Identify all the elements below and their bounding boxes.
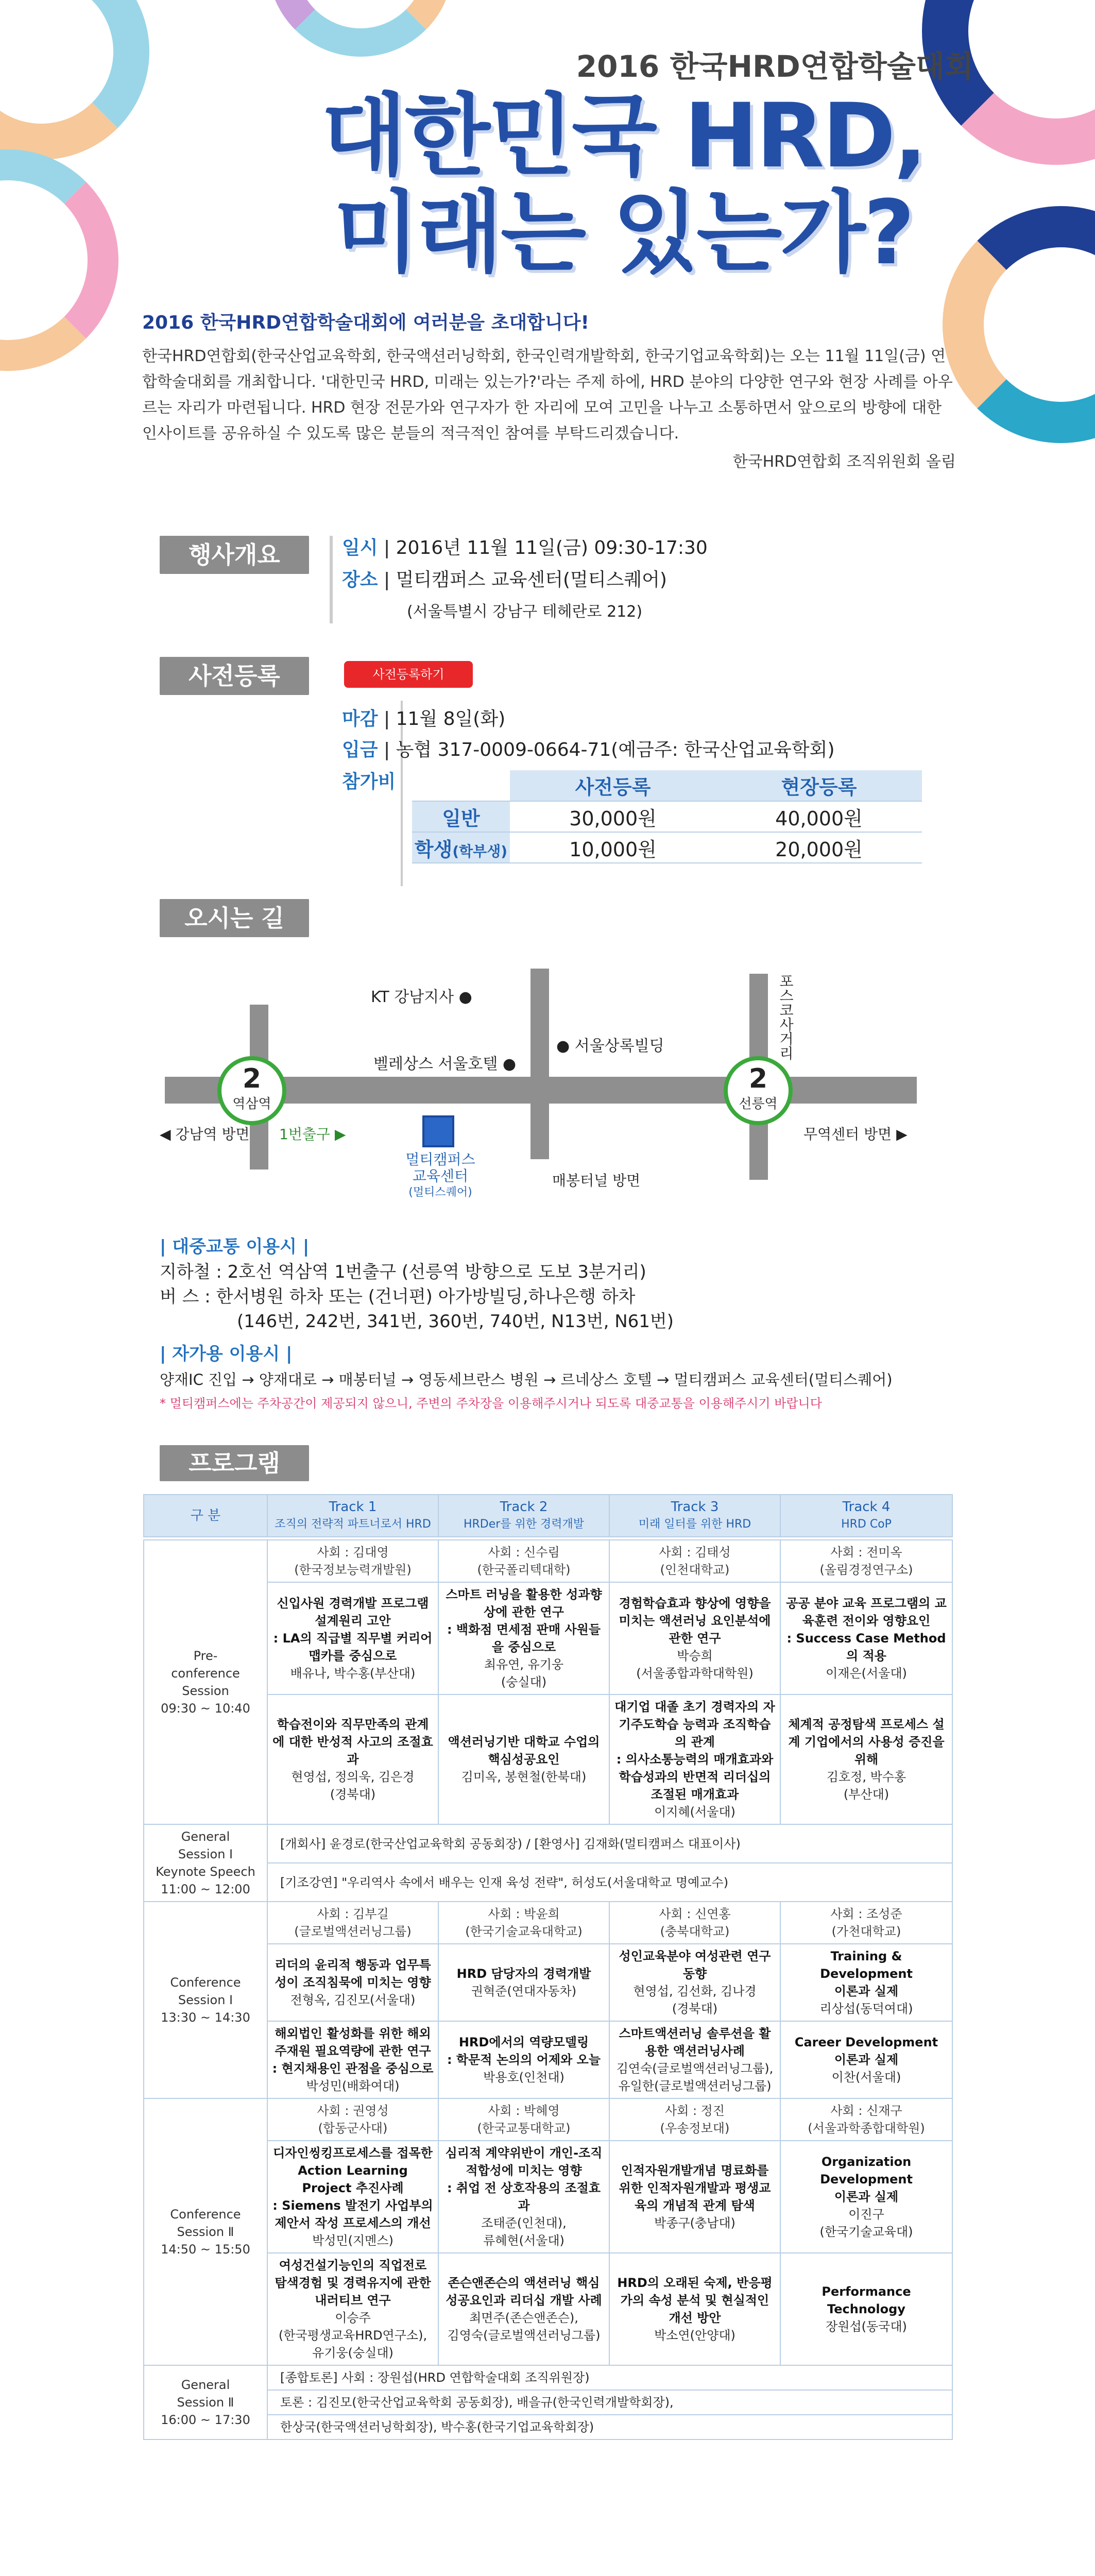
station-seolleung [724,1056,793,1125]
track-sub: 미래 일터를 위한 HRD [638,1518,751,1531]
map-label-bellesance: 벨레상스 서울호텔 ● [373,1055,517,1073]
session-label-line: Pre- [193,1649,218,1663]
talk-cell [267,2021,438,2098]
talk-title: : Siemens 발전기 사업부의 제안서 작성 프로세스의 개선 [272,2198,433,2230]
overview-divider [330,536,333,623]
main-title-line2: 미래는 있는가? [333,181,913,284]
general-session-text: 토론 : 김진모(한국산업교육학회 공동회장), 배을규(한국인력개발학회장), [267,2390,952,2415]
fee-row-label-text: 학생 [414,838,453,861]
fee-col-onsite: 현장등록 [716,770,922,801]
talk-title: 대기업 대졸 초기 경력자의 자기주도학습 능력과 조직학습의 관계 [614,1700,775,1749]
registration-header: 사전등록 [160,657,309,695]
talk-title: Career Development [794,2035,938,2049]
chair-text: 사회 : 박윤희 [488,1907,560,1921]
bus-numbers: (146번, 242번, 341번, 360번, 740번, N13번, N61번) [237,1311,674,1332]
fee-onsite-value: 40,000원 [716,801,922,832]
talk-author: 전형옥, 김진모(서울대) [290,1993,416,2007]
talk-title: 인적자원개발개념 명료화를 위한 인적자원개발과 평생교육의 개념적 관계 탐색 [619,2163,771,2213]
talk-author: 유기웅(숭실대) [312,2346,393,2360]
fee-label: 참가비 [342,771,396,792]
station-line-number: 2 [242,1063,262,1094]
chair-text: (합동군사대) [318,2121,388,2136]
event-title: 2016 한국HRD연합학술대회 [576,49,973,84]
chair-text: (우송정보대) [660,2121,730,2136]
track-sub: HRDer를 위한 경력개발 [463,1518,585,1531]
talk-title: 이론과 실제 [834,2190,899,2204]
chair-text: (한국폴리텍대학) [477,1563,571,1577]
session-label-line: 11:00 ~ 12:00 [161,1882,250,1896]
talk-title: HRD 담당자의 경력개발 [456,1967,591,1981]
general-session-text: [기조강연] "우리역사 속에서 배우는 인재 육성 전략", 허성도(서울대학교 명예교수) [267,1863,952,1902]
talk-cell [438,1582,609,1694]
chair-cell [438,1902,609,1944]
main-title [268,84,979,284]
session-label-line: 09:30 ~ 10:40 [161,1701,250,1716]
talk-cell [438,1944,609,2021]
talk-title: Development [820,2172,913,2187]
session-label [144,2098,267,2365]
session-label-line: conference [171,1666,240,1681]
fee-pre-value: 30,000원 [510,801,716,832]
chair-cell [780,2098,952,2141]
chair-text: (한국정보능력개발원) [294,1563,412,1577]
track-header [267,1495,438,1537]
station-name: 역삼역 [232,1096,271,1112]
talk-title: 존슨앤존슨의 액션러닝 핵심성공요인과 리더십 개발 사례 [446,2276,602,2308]
talk-title: Performance [822,2284,911,2299]
intro-body: 한국HRD연합회(한국산업교육학회, 한국액션러닝학회, 한국인력개발학회, 한국기업교육학회)는 오는 11월 11일(금) 연합학술대회를 개최합니다. '대한민국 HRD, 미래는 있는가?'라는 주제 하에, HRD 분야의 다양한 연구와 현장 사례를 아우르는 자리가 마련됩니다. HRD 현장 전문가와 연구자가 한 자리에 모여 고민을 나누고 소통하면서 앞으로의 방향에 대한 인사이트를 공유하실 수 있도록 많은 분들의 적극적인 참여를 부탁드리겠습니다. [142,347,953,443]
talk-author: 유일한(글로벌액션러닝그룹) [618,2079,772,2093]
session-label-line: Conference [170,2207,241,2222]
talk-title: 리더의 윤리적 행동과 업무특성이 조직침묵에 미치는 영향 [275,1958,431,1990]
station-name: 선릉역 [739,1096,778,1112]
talk-title: 스마트액션러닝 솔루션을 활용한 액션러닝사례 [619,2026,771,2058]
talk-title: 신입사원 경력개발 프로그램 설계원리 고안 [277,1596,429,1628]
talk-title: : 학문적 논의의 어제와 오늘 [447,2053,601,2067]
map-label-bellesance-text: 벨레상스 서울호텔 [373,1055,498,1073]
talk-title: Development [820,1967,913,1981]
talk-cell [780,2253,952,2365]
station-yeoksam [217,1056,286,1125]
pre-register-button[interactable]: 사전등록하기 [344,661,473,688]
talk-title: 성인교육분야 여성관련 연구동향 [619,1949,771,1981]
session-chair-row [144,1540,952,1582]
fee-row-general [412,801,922,832]
chair-text: 사회 : 신재구 [830,2104,902,2118]
chair-cell [609,1540,780,1582]
chair-cell [609,2098,780,2141]
track-name: Track 1 [329,1499,377,1515]
general-session-row [144,2365,952,2390]
talk-author: 김미옥, 봉현철(한북대) [461,1770,587,1784]
building-icon [422,1115,454,1147]
session-label-line: General [181,1829,230,1844]
chair-text: 사회 : 김태성 [659,1545,731,1560]
session-chair-row [144,1902,952,1944]
main-title-line1: 대한민국 HRD, [321,84,926,188]
session-chair-row [144,2098,952,2141]
talk-author: 류혜현(서울대) [483,2233,564,2248]
deposit-line: 입금 | 농협 317-0009-0664-71(예금주: 한국산업교육학회) [342,739,835,760]
deadline-value: 11월 8일(화) [396,708,506,730]
talk-title: 체계적 공정탐색 프로세스 설계 기업에서의 사용성 증진을 위해 [788,1717,945,1767]
talk-author: 이진구 [848,2207,884,2222]
overview-address: (서울특별시 강남구 테헤란로 212) [407,603,643,621]
car-route: 양재IC 진입 → 양재대로 → 매봉터널 → 영동세브란스 병원 → 르네상스 호텔 → 멀티캠퍼스 교육센터(멀티스퀘어) [160,1371,893,1388]
track-sub: 조직의 전략적 파트너로서 HRD [275,1518,431,1531]
general-session-text: [종합토론] 사회 : 장원섭(HRD 연합학술대회 조직위원장) [267,2365,952,2390]
fee-label-line [342,769,396,795]
chair-cell [780,1902,952,1944]
talk-title: 스마트 러닝을 활용한 성과향상에 관한 연구 [446,1587,602,1619]
session-label [144,1824,267,1902]
program-header-row [144,1495,952,1537]
chair-text: (충북대학교) [660,1924,730,1939]
map-label-kt-text: KT 강남지사 [371,988,454,1006]
transport-info [160,1234,963,1415]
chair-text: 사회 : 신연홍 [659,1907,731,1921]
talk-author: (부산대) [843,1787,889,1802]
talk-author: 박종구(충남대) [654,2216,735,2230]
talk-title: Technology [827,2302,905,2316]
talk-author: 김영숙(글로벌액션러닝그룹) [447,2328,601,2343]
talk-author: 현영섭, 정의욱, 김은경 [291,1770,415,1784]
program-body [143,1539,952,2440]
talk-author: 박성민(지멘스) [312,2233,393,2248]
parking-note: * 멀티캠퍼스에는 주차공간이 제공되지 않으니, 주변의 주차장을 이용해주시거나 되도록 대중교통을 이용해주시기 바랍니다 [160,1396,822,1411]
map-label-seoul-bldg-text: 서울상록빌딩 [574,1037,664,1055]
chair-cell [609,1902,780,1944]
talk-author: 배유나, 박수홍(부산대) [290,1666,416,1681]
map-road-2 [531,969,549,1159]
intro-section [142,308,956,471]
talk-author: (경북대) [330,1787,376,1802]
talk-title: 공공 분야 교육 프로그램의 교육훈련 전이와 영향요인 [786,1596,947,1628]
talk-author: 김호정, 박수홍 [826,1770,906,1784]
talk-cell [609,1582,780,1694]
chair-text: 사회 : 김대영 [317,1545,389,1560]
talk-author: (경북대) [672,2002,718,2016]
chair-cell [267,2098,438,2141]
talk-cell [780,2021,952,2098]
overview-place-line: 장소 | 멀티캠퍼스 교육센터(멀티스퀘어) [342,569,667,590]
fee-pre-value: 10,000원 [510,832,716,863]
talk-author: 현영섭, 김선화, 김나경 [633,1984,757,1998]
session-label [144,2365,267,2439]
talk-author: 박승희 [677,1649,713,1663]
talk-title: 학습전이와 직무만족의 관계에 대한 반성적 사고의 조절효과 [272,1717,433,1767]
chair-text: (인천대학교) [660,1563,730,1577]
fee-table [412,770,922,863]
program-body-table [143,1539,953,2440]
fee-row-label: 일반 [412,801,510,832]
place-value: 멀티캠퍼스 교육센터(멀티스퀘어) [396,569,667,590]
chair-cell [438,1540,609,1582]
talk-author: 박용호(인천대) [483,2070,564,2084]
session-label [144,1540,267,1824]
overview-date-line: 일시 | 2016년 11월 11일(금) 09:30-17:30 [342,537,708,558]
track-name: Track 3 [671,1499,719,1515]
talk-cell [438,2021,609,2098]
session-label-line: Conference [170,1975,241,1990]
talk-cell [438,1694,609,1824]
talk-author: 이지혜(서울대) [654,1805,735,1819]
chair-text: (서울과학종합대학원) [808,2121,925,2136]
talk-title: 경험학습효과 향상에 영향을 미치는 액션러닝 요인분석에 관한 연구 [619,1596,771,1646]
map-campus-line3: (멀티스퀘어) [408,1186,472,1199]
map-label-poscenter: 포스코사거리 [777,974,794,1060]
overview-header: 행사개요 [160,536,309,574]
subway-info: 지하철 : 2호선 역삼역 1번출구 (선릉역 방향으로 도보 3분거리) [160,1262,646,1282]
general-session-row [144,1824,952,1863]
session-label-line: Session [182,1684,229,1698]
talk-author: (숭실대) [501,1675,547,1689]
talk-cell [609,2141,780,2253]
track-sub: HRD CoP [841,1518,892,1531]
program-col-label: 구 분 [144,1495,267,1537]
session-label-line: 13:30 ~ 14:30 [161,2010,250,2025]
fee-row-label [412,832,510,863]
map-exit-label: 1번출구 ▶ [279,1126,346,1143]
talk-author: (한국평생교육HRD연구소), [278,2328,427,2343]
talk-cell [780,1582,952,1694]
talk-author: 김연숙(글로벌액션러닝그룹), [616,2061,774,2076]
talk-title: : 취업 전 상호작용의 조절효과 [447,2181,601,2213]
session-label-line: Session Ⅱ [177,2395,234,2410]
talk-title: 액션러닝기반 대학교 수업의 핵심성공요인 [448,1735,600,1767]
talk-title: 디자인씽킹프로세스를 접목한 Action Learning Project 추진사례 [273,2146,433,2195]
talk-title: 여성건설기능인의 직업전로 탐색경험 및 경력유지에 관한 내러티브 연구 [275,2258,431,2308]
bus-info: 버 스 : 한서병원 하차 또는 (건너편) 아가방빌딩,하나은행 하차 [160,1286,636,1307]
map-label-kt: KT 강남지사 ● [371,988,472,1006]
talk-author: (한국기술교육대) [819,2225,913,2239]
date-value: 2016년 11월 11일(금) 09:30-17:30 [396,537,708,558]
talk-title: HRD에서의 역량모델링 [458,2035,589,2049]
general-session-text: [개회사] 윤경로(한국산업교육학회 공동회장) / [환영사] 김재화(멀티캠퍼스 대표이사) [267,1824,952,1863]
talk-title: 심리적 계약위반이 개인-조직 적합성에 미치는 영향 [445,2146,603,2178]
talk-author: 권혁준(연대자동차) [471,1984,577,1998]
talk-cell [438,2253,609,2365]
talk-title: 이론과 실제 [834,2053,899,2067]
talk-author: 조태준(인천대), [481,2216,567,2230]
talk-title: : LA의 직급별 직무별 커리어 맵카를 중심으로 [273,1631,433,1663]
chair-text: 사회 : 권영성 [317,2104,389,2118]
deposit-value: 농협 317-0009-0664-71(예금주: 한국산업교육학회) [396,739,835,760]
talk-cell [267,2253,438,2365]
talk-author: 최유연, 유기웅 [484,1657,564,1672]
talk-cell [267,1694,438,1824]
talk-cell [267,2141,438,2253]
talk-title: Training & [830,1949,902,1963]
session-label-line: Session Ⅱ [177,2225,234,2239]
talk-author: 이재은(서울대) [826,1666,907,1681]
session-label-line: Session Ⅰ [178,1847,233,1861]
directions-header: 오시는 길 [160,899,309,937]
fee-row-student [412,832,922,863]
fee-table-header [412,770,922,801]
map-direction-gangnam: ◀ 강남역 방면 [160,1126,250,1143]
track-header [438,1495,609,1537]
talk-title: : 현지채용인 관점을 중심으로 [272,2061,434,2076]
fee-onsite-value: 20,000원 [716,832,922,863]
session-label-line: 14:50 ~ 15:50 [161,2242,250,2257]
talk-title: : 의사소통능력의 매개효과와 학습성과의 반면적 리더십의 조절된 매개효과 [616,1752,774,1802]
talk-cell [780,2141,952,2253]
map-direction-samsung-text: 무역센터 방면 [803,1126,892,1143]
chair-text: 사회 : 전미옥 [830,1545,902,1560]
chair-text: (한국교통대학교) [477,2121,571,2136]
chair-text: (글로벌액션러닝그룹) [294,1924,412,1939]
talk-cell [438,2141,609,2253]
talk-cell [609,1694,780,1824]
chair-text: 사회 : 정진 [664,2104,725,2118]
place-label: 장소 [342,569,378,590]
chair-text: 사회 : 조성준 [830,1907,902,1921]
car-heading: | 자가용 이용시 | [160,1344,293,1364]
deadline-line: 마감 | 11월 8일(화) [342,708,506,730]
chair-text: (한국기술교육대학교) [465,1924,583,1939]
map-direction-maebong: 매봉터널 방면 [552,1172,641,1189]
station-line-number: 2 [748,1063,768,1094]
track-header [609,1495,780,1537]
session-label-line: 16:00 ~ 17:30 [161,2413,250,2427]
talk-cell [609,2253,780,2365]
track-header [780,1495,952,1537]
public-transport-heading: | 대중교통 이용시 | [160,1236,310,1257]
intro-heading: 2016 한국HRD연합학술대회에 여러분을 초대합니다! [142,312,589,333]
session-label [144,1902,267,2098]
deposit-label: 입금 [342,739,378,760]
chair-cell [267,1902,438,1944]
map-campus-line1: 멀티캠퍼스 [405,1151,475,1168]
chair-cell [780,1540,952,1582]
track-name: Track 2 [500,1499,548,1515]
chair-text: 사회 : 박혜영 [488,2104,560,2118]
program-header: 프로그램 [160,1445,309,1481]
program-table [143,1494,953,1537]
track-name: Track 4 [842,1499,891,1515]
talk-cell [780,1694,952,1824]
talk-cell [267,1944,438,2021]
talk-author: 이찬(서울대) [831,2070,901,2084]
chair-text: 사회 : 신수림 [488,1545,560,1560]
deadline-label: 마감 [342,708,378,730]
talk-title: 해외법인 활성화를 위한 해외주재원 필요역량에 관한 연구 [275,2026,431,2058]
session-label-line: Keynote Speech [156,1865,255,1879]
intro-signature: 한국HRD연합회 조직위원회 올림 [732,453,956,471]
talk-cell [609,2021,780,2098]
map-label-seoul-bldg: ● 서울상록빌딩 [556,1037,664,1055]
talk-title: : Success Case Method의 적용 [786,1631,946,1663]
talk-author: 박소연(안양대) [654,2328,735,2343]
talk-author: 이승주 [335,2311,371,2325]
chair-text: (가천대학교) [831,1924,901,1939]
chair-text: (올림경정연구소) [819,1563,913,1577]
talk-title: 이론과 실제 [834,1984,899,1998]
map-campus-label [391,1151,489,1201]
talk-author: 박성민(배화여대) [306,2079,400,2093]
map-campus-line2: 교육센터 [412,1167,469,1184]
talk-cell [780,1944,952,2021]
talk-author: 장원섭(동국대) [826,2319,907,2334]
map-exit-text: 1번출구 [279,1126,330,1143]
general-session-text: 한상국(한국액션러닝학회장), 박수홍(한국기업교육학회장) [267,2415,952,2439]
talk-title: Organization [821,2155,912,2169]
fee-row-label-sub: (학부생) [452,842,508,860]
talk-title: HRD의 오래된 숙제, 반응평가의 속성 분석 및 현실적인 개선 방안 [617,2276,773,2325]
chair-text: 사회 : 김부길 [317,1907,389,1921]
session-label-line: Session Ⅰ [178,1993,233,2007]
session-label-line: General [181,2378,230,2392]
talk-cell [267,1582,438,1694]
date-label: 일시 [342,537,378,558]
chair-cell [267,1540,438,1582]
talk-title: : 백화점 면세점 판매 사원들을 중심으로 [447,1622,601,1654]
talk-author: 리상섭(동덕여대) [819,2002,913,2016]
location-map [160,969,917,1206]
talk-author: 최면주(존슨앤존슨), [469,2311,578,2325]
talk-cell [609,1944,780,2021]
talk-author: (서울종합과학대학원) [636,1666,754,1681]
map-direction-gangnam-text: 강남역 방면 [175,1126,250,1143]
map-direction-samsung: 무역센터 방면 ▶ [803,1126,908,1143]
fee-col-pre: 사전등록 [510,770,716,801]
chair-cell [438,2098,609,2141]
